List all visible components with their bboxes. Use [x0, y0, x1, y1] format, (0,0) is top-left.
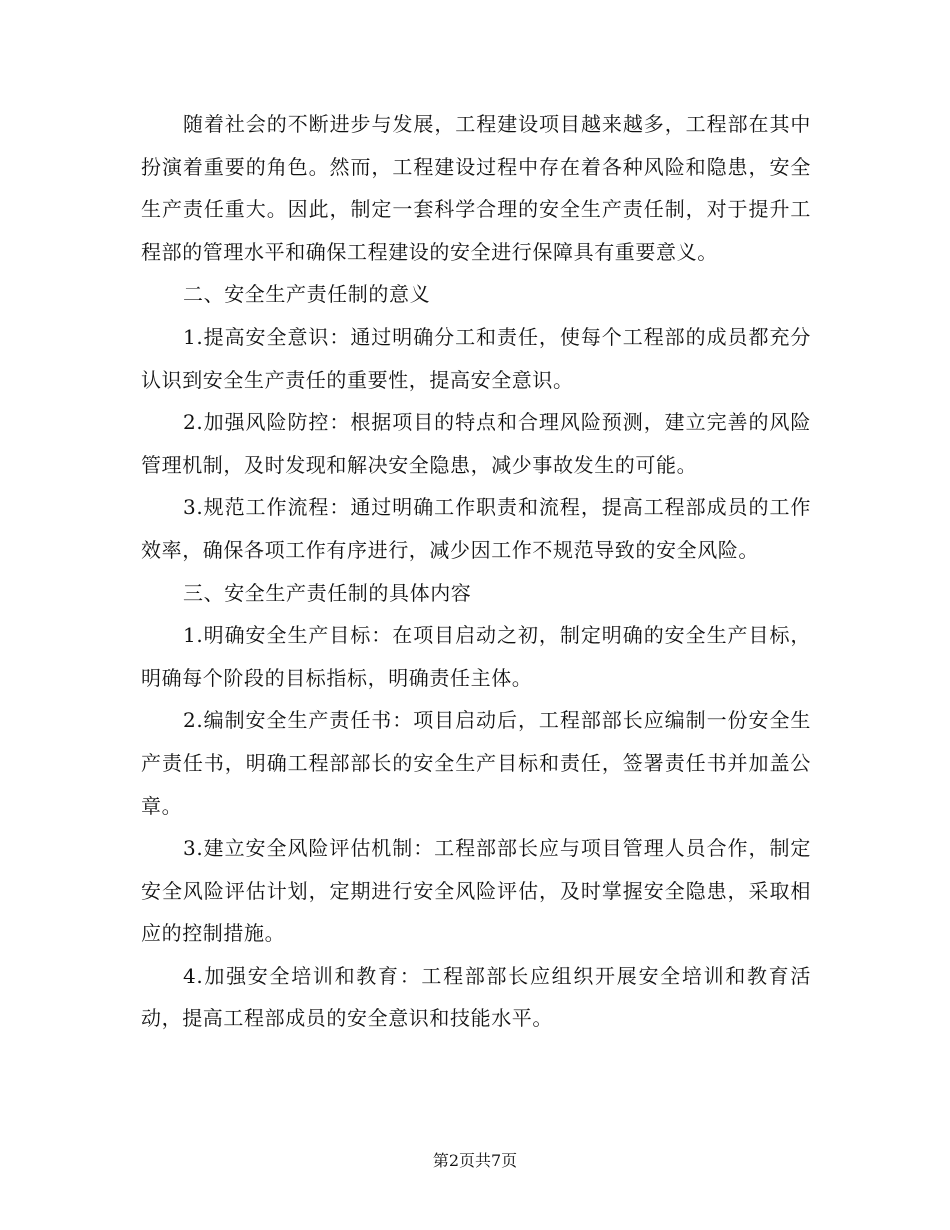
section-heading-significance: 二、安全生产责任制的意义	[183, 282, 431, 307]
list-item-content-4: 4.加强安全培训和教育：工程部部长应组织开展安全培训和教育活动，提高工程部成员的安全意识和技能水平。	[141, 963, 811, 1031]
list-item-significance-2: 2.加强风险防控：根据项目的特点和合理风险预测，建立完善的风险管理机制，及时发现和解决安全隐患，减少事故发生的可能。	[141, 410, 811, 477]
list-item-significance-1: 1.提高安全意识：通过明确分工和责任，使每个工程部的成员都充分认识到安全生产责任的重要性，提高安全意识。	[141, 324, 811, 392]
section-heading-content: 三、安全生产责任制的具体内容	[183, 580, 472, 605]
page-number-footer: 第2页共7页	[432, 1151, 518, 1170]
list-item-content-2: 2.编制安全生产责任书：项目启动后，工程部部长应编制一份安全生产责任书，明确工程部部长的安全生产目标和责任，签署责任书并加盖公章。	[141, 708, 811, 818]
paragraph-intro: 随着社会的不断进步与发展，工程建设项目越来越多，工程部在其中扮演着重要的角色。然而，工程建设过程中存在着各种风险和隐患，安全生产责任重大。因此，制定一套科学合理的安全生产责任制，对于提升工程部的管理水平和确保工程建设的安全进行保障具有重要意义。	[141, 112, 811, 264]
list-item-content-3: 3.建立安全风险评估机制：工程部部长应与项目管理人员合作，制定安全风险评估计划，定期进行安全风险评估，及时掌握安全隐患，采取相应的控制措施。	[141, 836, 811, 946]
list-item-significance-3: 3.规范工作流程：通过明确工作职责和流程，提高工程部成员的工作效率，确保各项工作有序进行，减少因工作不规范导致的安全风险。	[141, 495, 811, 562]
list-item-content-1: 1.明确安全生产目标：在项目启动之初，制定明确的安全生产目标，明确每个阶段的目标指标，明确责任主体。	[141, 623, 811, 690]
document-body	[141, 103, 811, 1040]
